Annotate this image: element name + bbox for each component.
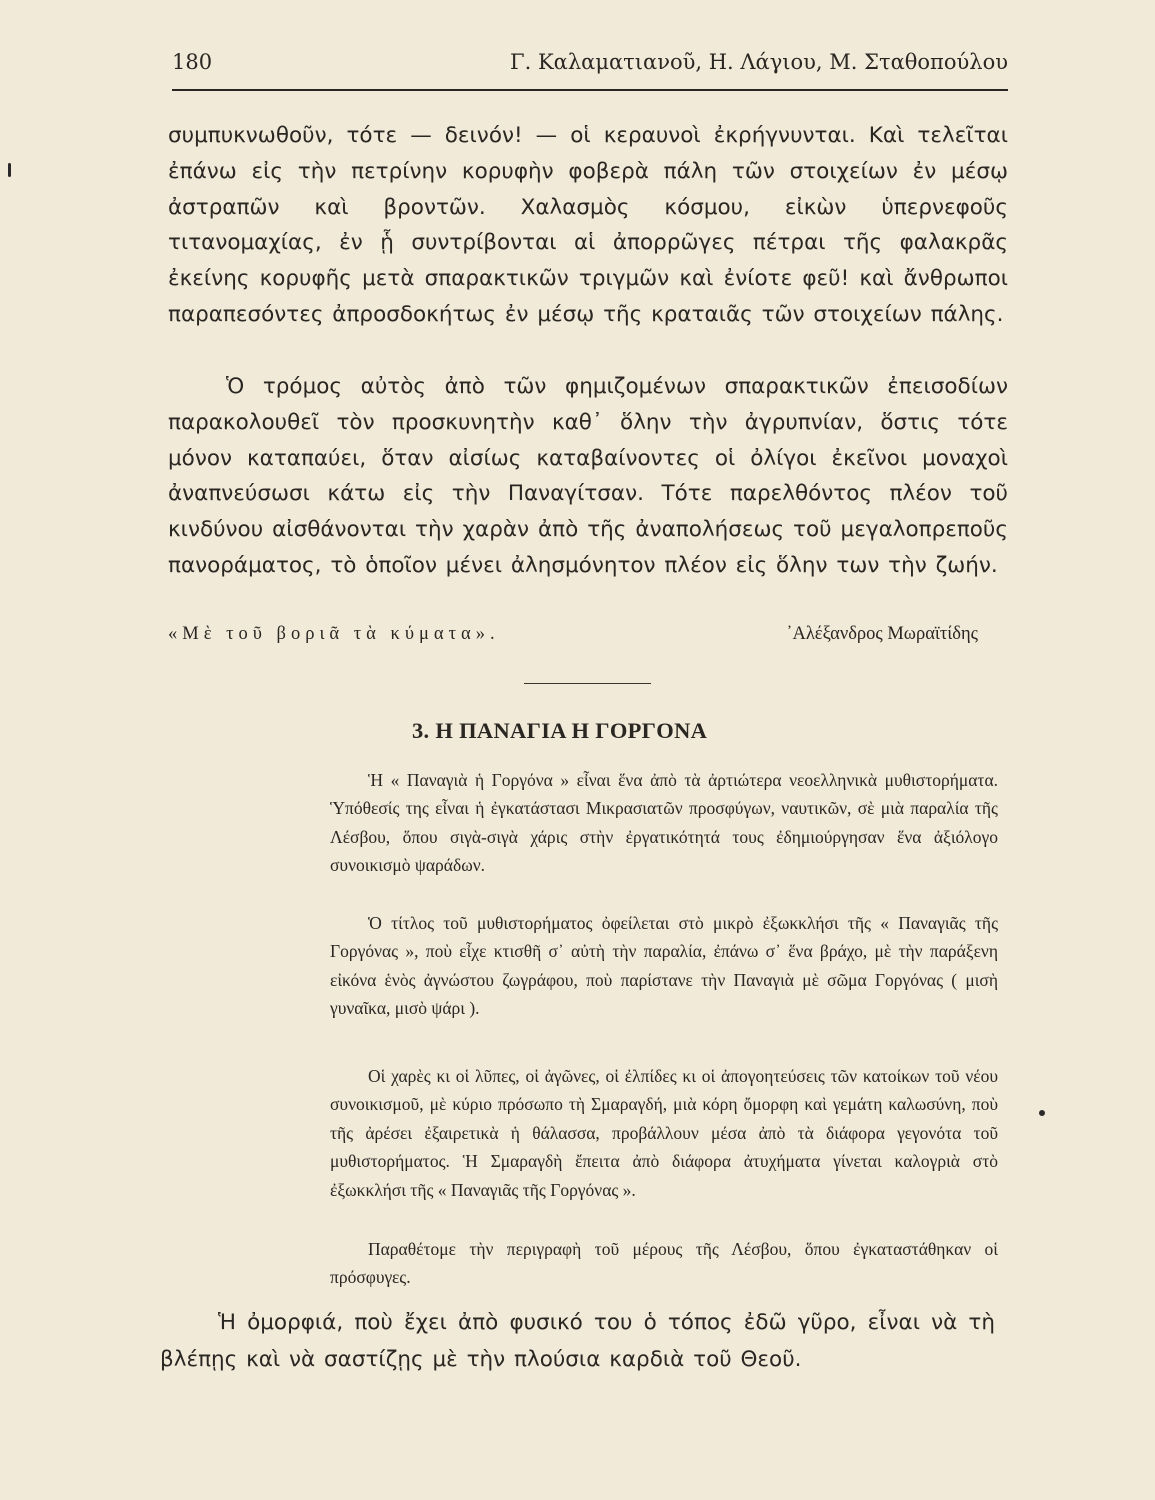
section-title: 3. Η ΠΑΝΑΓΙΑ Η ΓΟΡΓΟΝΑ (412, 718, 708, 743)
intro-paragraph-3: Οἱ χαρὲς κι οἱ λῦπες, οἱ ἀγῶνες, οἱ ἐλπίδες κι οἱ ἀπογοητεύσεις τῶν κατοίκων τοῦ νέου συνοικισμοῦ, μὲ κύριο πρόσωπο τὴ Σμαραγδή, μιὰ κόρη ὄμορφη καὶ γεμάτη καλωσύνη, ποὺ τῆς ἀρέσει ἐξαιρετικὰ ἡ θάλασσα, προβάλλουν μέσα ἀπὸ τὰ διάφορα γεγονότα τοῦ μυθιστορήματος. Ἡ Σμαραγδὴ ἔπειτα ἀπὸ διάφορα ἀτυχήματα γίνεται καλογριὰ στὸ ἐξωκκλήσι τῆς « Παναγιᾶς τῆς Γοργόνας ». (330, 1066, 998, 1200)
page-number: 180 (172, 50, 213, 74)
quote-author: ᾿Αλέξανδρος Μωραϊτίδης (786, 624, 978, 644)
header-rule (172, 89, 1008, 91)
intro-paragraph-2: Ὁ τίτλος τοῦ μυθιστορήματος ὀφείλεται στὸ μικρὸ ἐξωκκλήσι τῆς « Παναγιᾶς τῆς Γοργόνας », ποὺ εἶχε κτισθῆ σ᾿ αὐτὴ τὴν παραλία, ἐπάνω σ᾿ ἕνα βράχο, μὲ τὴν παράξενη εἰκόνα ἑνὸς ἀγνώστου ζωγράφου, ποὺ παρίστανε τὴν Παναγιὰ μὲ σῶμα Γοργόνας ( μισὴ γυναῖκα, μισὸ ψάρι ). (330, 913, 998, 1019)
excerpt-paragraph: Ἡ ὀμορφιά, ποὺ ἔχει ἀπὸ φυσικό του ὁ τόπος ἐδῶ γῦρο, εἶναι νὰ τὴ βλέπῃς καὶ νὰ σαστίζῃς μὲ τὴν πλούσια καρδιὰ τοῦ Θεοῦ. (160, 1310, 995, 1372)
quote-source-title: «Μὲ τοῦ βοριᾶ τὰ κύματα». (168, 624, 500, 644)
intro-paragraph-4: Παραθέτομε τὴν περιγραφὴ τοῦ μέρους τῆς Λέσβου, ὅπου ἐγκαταστάθηκαν οἱ πρόσφυγες. (330, 1239, 998, 1288)
quote-attribution (168, 622, 978, 652)
section-divider (524, 683, 651, 684)
paragraph-pilgrim: Ὁ τρόμος αὐτὸς ἀπὸ τῶν φημιζομένων σπαρακτικῶν ἐπεισοδίων παρακολουθεῖ τὸν προσκυνητὴν καθ᾿ ὅλην τὴν ἀγρυπνίαν, ὅστις τότε μόνον καταπαύει, ὅταν αἰσίως καταβαίνοντες οἱ ὀλίγοι ἐκεῖνοι μοναχοὶ ἀναπνεύσωσι κάτω εἰς τὴν Παναγίτσαν. Τότε παρελθόντος πλέον τοῦ κινδύνου αἰσθάνονται τὴν χαρὰν ἀπὸ τῆς ἀναπολήσεως τοῦ μεγαλοπρεποῦς πανοράματος, τὸ ὁποῖον μένει ἀλησμόνητον πλέον εἰς ὅλην των τὴν ζωήν. (168, 374, 1008, 578)
margin-mark-right (1039, 1110, 1045, 1116)
paragraph-storm: συμπυκνωθοῦν, τότε — δεινόν! — οἱ κεραυνοὶ ἐκρήγνυνται. Καὶ τελεῖται ἐπάνω εἰς τὴν πετρίνην κορυφὴν φοβερὰ πάλη τῶν στοιχείων ἐν μέσῳ ἀστραπῶν καὶ βροντῶν. Χαλασμὸς κόσμου, εἰκὼν ὑπερνεφοῦς τιτανομαχίας, ἐν ᾗ συντρίβονται αἱ ἀπορρῶγες πέτραι τῆς φαλακρᾶς ἐκείνης κορυφῆς μετὰ σπαρακτικῶν τριγμῶν καὶ ἐνίοτε φεῦ! καὶ ἄνθρωποι παραπεσόντες ἀπροσδοκήτως ἐν μέσῳ τῆς κραταιᾶς τῶν στοιχείων πάλης. (168, 123, 1008, 327)
running-head-authors: Γ. Καλαματιανοῦ, Η. Λάγιου, Μ. Σταθοπούλου (510, 50, 1008, 74)
intro-paragraph-1: Ἡ « Παναγιὰ ἡ Γοργόνα » εἶναι ἕνα ἀπὸ τὰ ἀρτιώτερα νεοελληνικὰ μυθιστορήματα. Ὑπόθεσίς της εἶναι ἡ ἐγκατάστασι Μικρασιατῶν προσφύγων, ναυτικῶν, σὲ μιὰ παραλία τῆς Λέσβου, ὅπου σιγὰ-σιγὰ χάρις στὴν ἐργατικότητά τους ἐδημιούργησαν ἕνα ἀξιόλογο συνοικισμὸ ψαράδων. (330, 770, 998, 876)
running-head (172, 44, 1008, 84)
margin-mark-left (8, 163, 11, 177)
